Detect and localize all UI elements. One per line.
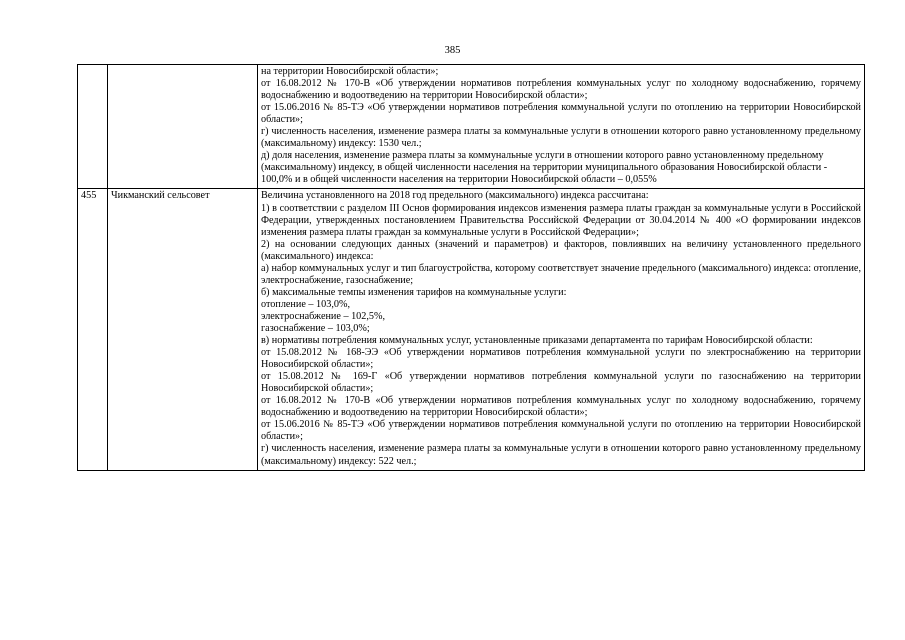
- description-paragraph: а) набор коммунальных услуг и тип благоустройства, которому соответствует значение предельного (максимального) индекса: отопление, электроснабжение, газоснабжение;: [261, 262, 861, 286]
- table-row: [78, 189, 865, 470]
- description-paragraph: электроснабжение – 102,5%,: [261, 310, 386, 322]
- description-paragraph: от 15.06.2016 № 85-ТЭ «Об утверждении нормативов потребления коммунальной услуги по отоплению на территории Новосибирской области»;: [261, 102, 861, 126]
- description-paragraph: от 16.08.2012 № 170-В «Об утверждении нормативов потребления коммунальных услуг по холодному водоснабжению, горячему водоснабжению и водоотведению на территории Новосибирской области»;: [261, 395, 861, 419]
- description-paragraph: г) численность населения, изменение размера платы за коммунальные услуги в отношении которого равно установленному предельному (максимальному) индексу: 522 чел.;: [261, 443, 861, 467]
- description-paragraph: Величина установленного на 2018 год предельного (максимального) индекса рассчитана:: [261, 190, 649, 202]
- description-cell: [258, 189, 865, 470]
- description-paragraph: на территории Новосибирской области»;: [261, 66, 439, 77]
- municipality-name-cell: [108, 65, 258, 189]
- description-paragraph: г) численность населения, изменение размера платы за коммунальные услуги в отношении которого равно установленному предельному (максимальному) индексу: 1530 чел.;: [261, 126, 861, 150]
- page-number: 385: [444, 45, 461, 56]
- description-paragraph: б) максимальные темпы изменения тарифов на коммунальные услуги:: [261, 286, 567, 298]
- description-paragraph: от 15.06.2016 № 85-ТЭ «Об утверждении нормативов потребления коммунальной услуги по отоплению на территории Новосибирской области»;: [261, 419, 861, 443]
- description-paragraph: от 15.08.2012 № 168-ЭЭ «Об утверждении нормативов потребления коммунальной услуги по электроснабжению на территории Новосибирской области»;: [261, 347, 861, 371]
- description-paragraph: от 15.08.2012 № 169-Г «Об утверждении нормативов потребления коммунальной услуги по газоснабжению на территории Новосибирской области»;: [261, 371, 861, 395]
- description-paragraph: газоснабжение – 103,0%;: [261, 322, 370, 334]
- description-paragraph: от 16.08.2012 № 170-В «Об утверждении нормативов потребления коммунальных услуг по холодному водоснабжению, горячему водоснабжению и водоотведению на территории Новосибирской области»;: [261, 78, 861, 102]
- municipality-name-cell: Чикманский сельсовет: [108, 189, 258, 470]
- description-paragraph: 2) на основании следующих данных (значений и параметров) и факторов, повлиявших на величину установленного предельного (максимального) индекса:: [261, 238, 861, 262]
- table-row: [78, 65, 865, 189]
- description-paragraph: 1) в соответствии с разделом III Основ формирования индексов изменения размера платы граждан за коммунальные услуги в Российской Федерации, утвержденных постановлением Правительства Российской Федерации от 30.04.2014 № 400 «О формировании индексов изменения размера платы граждан за коммунальные услуги в Российской Федерации»;: [261, 202, 861, 238]
- description-paragraph: д) доля населения, изменение размера платы за коммунальные услуги в отношении которого равно установленному предельному (максимальному) индексу, в общей численности населения на территории муниципального образования Новосибирской области - 100,0% и в общей численности населения на территории Новосибирской области – 0,055%: [261, 150, 828, 186]
- row-number-cell: 455: [78, 189, 108, 470]
- municipal-index-table: [77, 64, 865, 471]
- description-cell: [258, 65, 865, 189]
- description-paragraph: отопление – 103,0%,: [261, 298, 350, 310]
- description-paragraph: в) нормативы потребления коммунальных услуг, установленные приказами департамента по тарифам Новосибирской области:: [261, 335, 813, 347]
- row-number-cell: [78, 65, 108, 189]
